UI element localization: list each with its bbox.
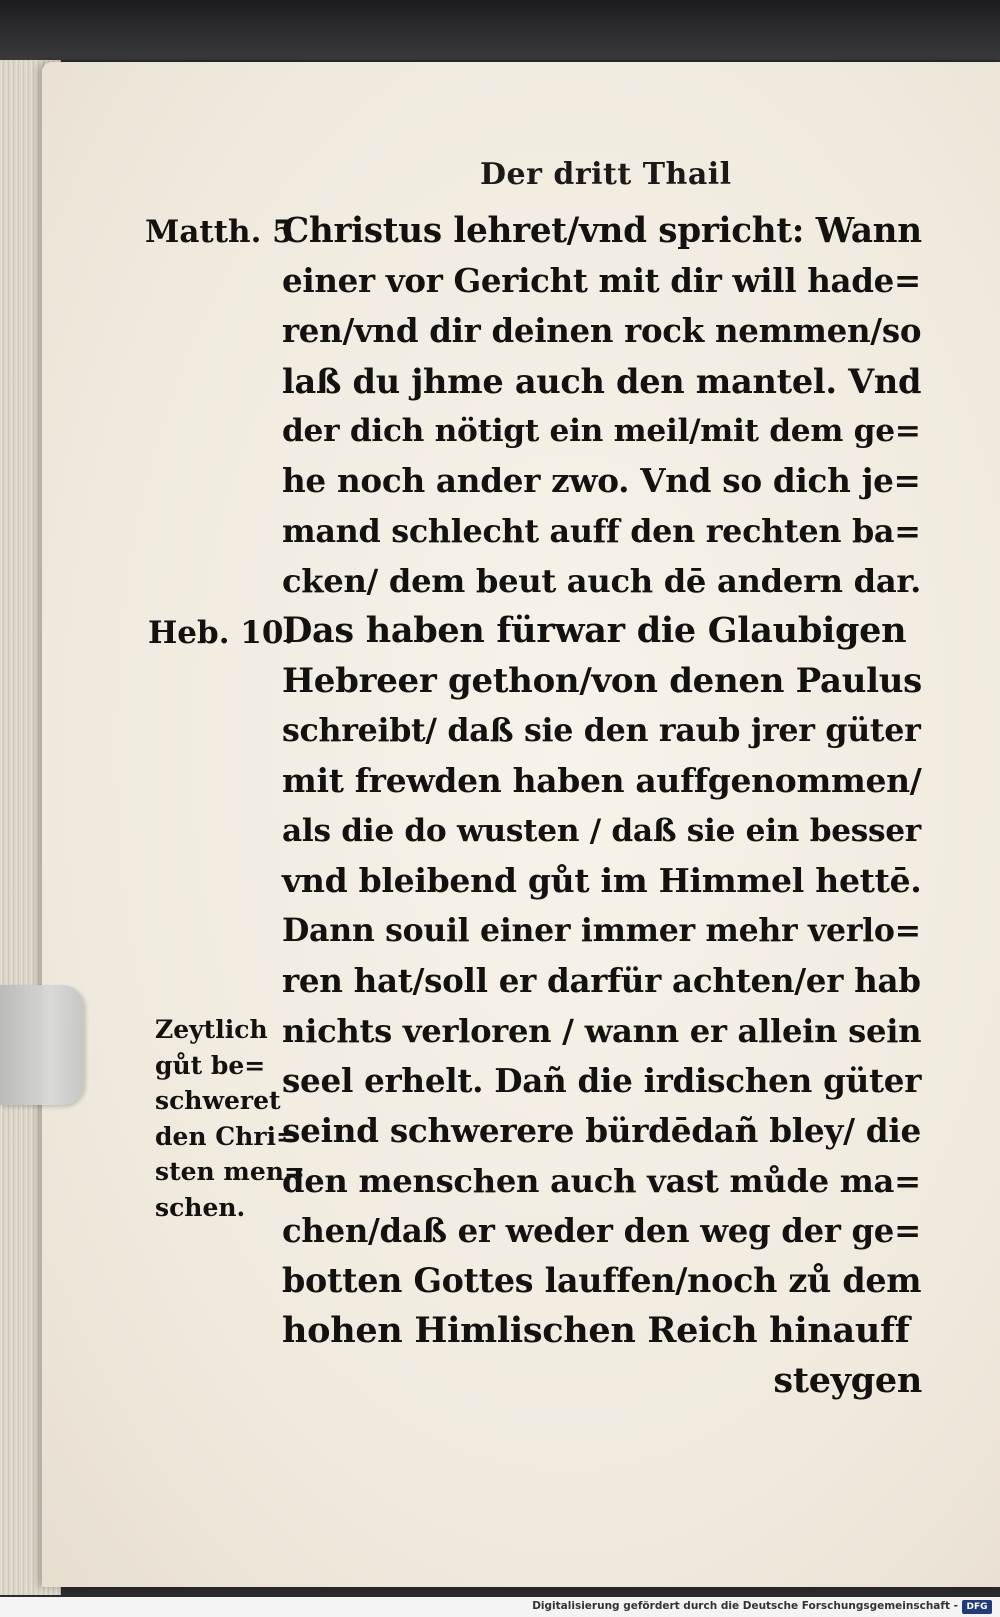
text-line: ren hat/soll er darfür achten/er hab <box>282 961 921 1000</box>
text-line: vnd bleibend gůt im Himmel hettē. <box>282 861 922 900</box>
side-note-line: schweret <box>155 1086 281 1115</box>
text-line: mit frewden haben auffgenommen/ <box>282 761 922 800</box>
dfg-logo-icon: DFG <box>962 1600 992 1614</box>
text-line: einer vor Gericht mit dir will hade= <box>282 262 921 300</box>
text-line: mand schlecht auff den rechten ba= <box>282 512 921 550</box>
text-line: den menschen auch vast můde ma= <box>282 1162 921 1200</box>
text-line: ren/vnd dir deinen rock nemmen/so <box>282 312 922 350</box>
side-note-line: schen. <box>155 1192 246 1222</box>
text-line: Das haben fürwar die Glaubigen <box>282 610 907 651</box>
side-note-line: Zeytlich <box>155 1015 268 1044</box>
text-line: he noch ander zwo. Vnd so dich je= <box>282 461 921 500</box>
bookmark-strip <box>0 985 84 1105</box>
page-header: Der dritt Thail <box>480 157 732 192</box>
text-line: der dich nötigt ein meil/mit dem ge= <box>282 413 921 449</box>
side-note-line: gůt be= <box>155 1050 266 1080</box>
side-note-line: den Chri= <box>155 1121 297 1151</box>
text-line: als die do wusten / daß sie ein besser <box>282 813 921 849</box>
text-line: Christus lehret/vnd spricht: Wann <box>282 211 922 251</box>
text-line: schreibt/ daß sie den raub jrer güter <box>282 712 921 749</box>
text-line: nichts verloren / wann er allein sein <box>282 1012 922 1050</box>
body-text <box>282 206 922 1406</box>
text-line: seel erhelt. Dañ die irdischen güter <box>282 1061 922 1100</box>
scan-background-top <box>0 0 1000 60</box>
margin-reference-hebrews: Heb. 10. <box>148 615 295 651</box>
side-note-line: sten men= <box>155 1157 305 1186</box>
text-line: chen/daß er weder den weg der ge= <box>282 1212 921 1250</box>
text-line: hohen Himlischen Reich hinauff <box>282 1310 910 1351</box>
text-line: Dann souil einer immer mehr verlo= <box>282 912 921 949</box>
text-line: seind schwerere bürdēdañ bley/ die <box>282 1111 921 1150</box>
side-note <box>155 1012 305 1225</box>
text-line: Hebreer gethon/von denen Paulus <box>282 661 922 701</box>
margin-reference-matthew: Matth. 5 <box>145 214 294 250</box>
text-line: laß du jhme auch den mantel. Vnd <box>282 361 922 401</box>
catchword: steygen <box>773 1360 922 1401</box>
text-line: cken/ dem beut auch dē andern dar. <box>282 562 921 600</box>
text-line: botten Gottes lauffen/noch zů dem <box>282 1261 922 1300</box>
funding-credit: Digitalisierung gefördert durch die Deutsche Forschungsgemeinschaft - <box>532 1600 958 1612</box>
